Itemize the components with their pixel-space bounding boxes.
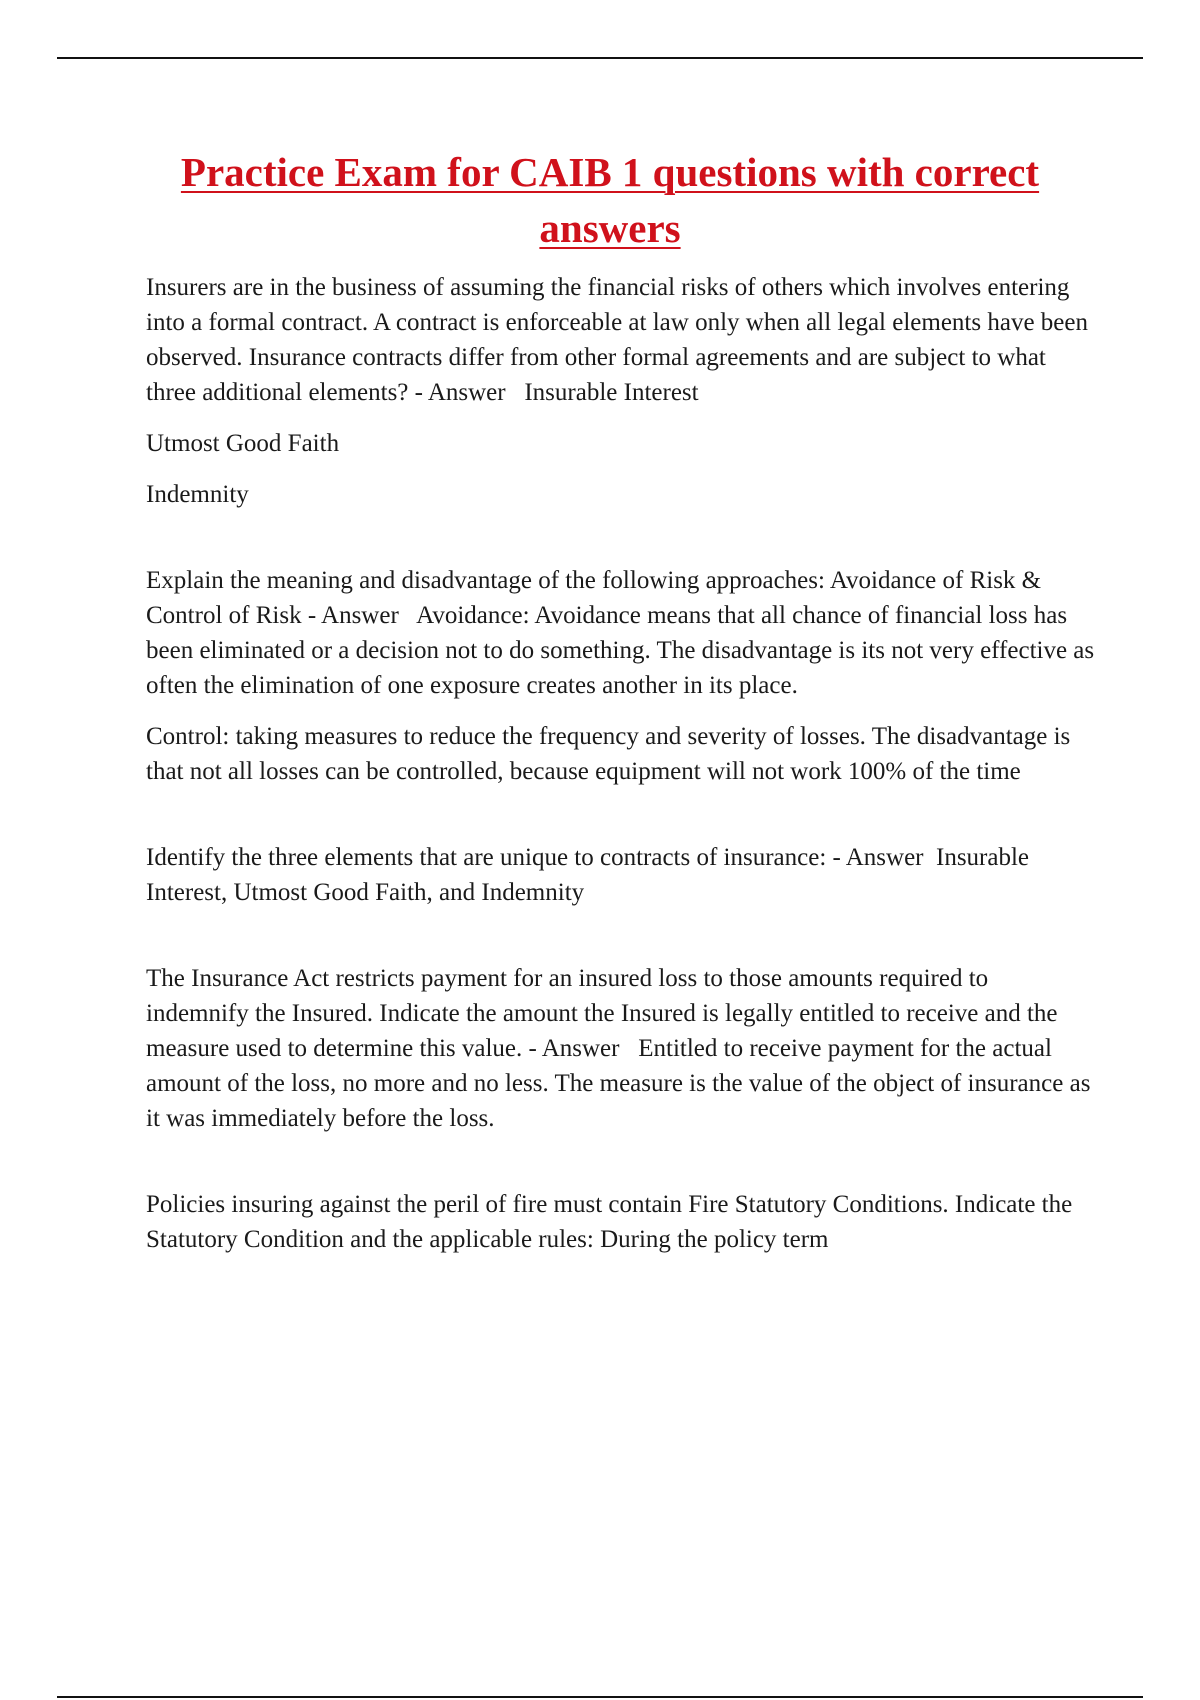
qa-question-4: The Insurance Act restricts payment for an insured loss to those amounts required to indemnify the Insured. Indicate the amount the Insured is legally entitled to receive and the measure used to determine this value. - Answer Entitled to receive payment for the actual amount of the loss, no more and no less. The measure is the value of the object of insurance as it was immediately before the loss.	[146, 965, 1091, 1132]
qa-question-1: Insurers are in the business of assuming the financial risks of others which involves entering into a formal contract. A contract is enforceable at law only when all legal elements have been observed. Insurance contracts differ from other formal agreements and are subject to what three additional elements? - Answer Insurable Interest	[146, 274, 1088, 406]
qa-question-5: Policies insuring against the peril of fire must contain Fire Statutory Conditions. Indicate the Statutory Condition and the applicable rules: During the policy term	[146, 1191, 1073, 1253]
qa-answer-2: Avoidance: Avoidance means that all chance of financial loss has been eliminated or a decision not to do something. The disadvantage is its not very effective as often the elimination of one exposure creates another in its place.	[146, 602, 1095, 699]
qa-question-3: Identify the three elements that are unique to contracts of insurance: - Answer Insurable Interest, Utmost Good Faith, and Indemnity	[146, 844, 1030, 906]
qa-answer-2-extra-1: Control: taking measures to reduce the frequency and severity of losses. The disadvantage is that not all losses can be controlled, because equipment will not work 100% of the time	[146, 723, 1071, 785]
qa-answer-1-extra-2: Indemnity	[146, 481, 249, 508]
document-title: Practice Exam for CAIB 1 questions with correct answers	[180, 149, 1040, 251]
qa-answer-4: Entitled to receive payment for the actual amount of the loss, no more and no less. The measure is the value of the object of insurance as it was immediately before the loss.	[146, 1035, 1091, 1132]
qa-answer-1-extra-1: Utmost Good Faith	[146, 430, 340, 457]
top-rule	[57, 57, 1143, 59]
qa-answer-1: Insurable Interest	[524, 379, 699, 406]
bottom-rule	[57, 1696, 1143, 1698]
qa-question-2: Explain the meaning and disadvantage of the following approaches: Avoidance of Risk & Control of Risk - Answer Avoidance: Avoidance means that all chance of financial loss has been eliminated or a decision not to do something. The disadvantage is its not very effective as often the elimination of one exposure creates another in its place.	[146, 567, 1095, 699]
document-body	[146, 270, 1096, 1273]
qa-answer-3: Insurable Interest, Utmost Good Faith, and Indemnity	[146, 844, 1030, 906]
